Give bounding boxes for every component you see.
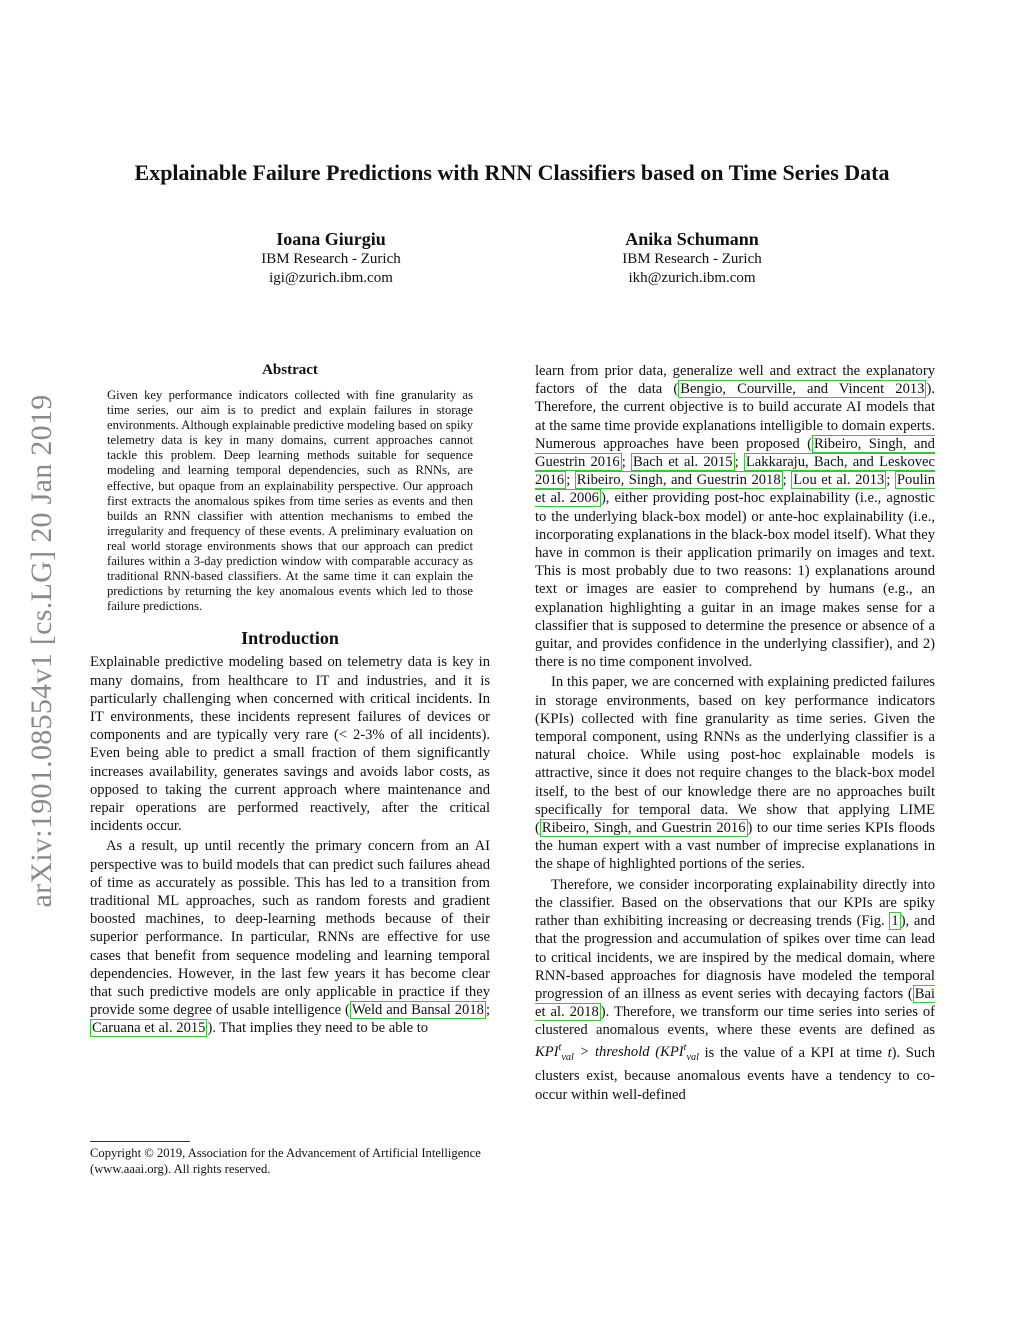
right-column (535, 362, 935, 1104)
author-name: Ioana Giurgiu (276, 229, 386, 249)
intro-paragraph-2: As a result, up until recently the primary concern from an AI perspective was to build models that can predict such failures ahead of time as accurately as possible. This has led to a transition from traditional ML approaches, such as random forests and gradient boosted machines, to deep-learning methods because of their superior performance. In particular, RNNs are effective for use cases that benefit from sequence modeling and learning temporal dependencies. However, in the last few years it has become clear that such predictive models are only applicable in practice if they provide some degree of usable intelligence ( Weld and Bansal 2018 ; Caruana et al. 2015 ). That implies they need to be able to (90, 838, 490, 1037)
figure-reference-link[interactable]: 1 (891, 913, 899, 930)
right-paragraph-1: learn from prior data, generalize well and extract the explanatory factors of the data ( Bengio, Courville, and Vincent 2013 ). Therefore, the current objective is to build accurate AI models that at the same time provide explanations intelligible to domain experts. Numerous approaches have been proposed ( Ribeiro, Singh, and Guestrin 2016 ; Bach et al. 2015 ; Lakkaraju, Bach, and Leskovec 2016 ; Ribeiro, Singh, and Guestrin 2018 ; Lou et al. 2013 ; Poulin et al. 2006 ), either providing post-hoc explainability (i.e., agnostic to the underlying black-box model) or ante-hoc explainability (i.e., incorporating explanations in the black-box model itself). What they have in common is their application primarily on images and text. This is most probably due to two reasons: 1) explanations around text or images are easier to comprehend by humans (e.g., an explanation highlighting a guitar in an image makes sense for a classifier that is supposed to determine the presence or absence of a guitar, and provides confidence in the underlying classifier), and 2) there is no time component involved. (535, 363, 936, 671)
footnote-rule (90, 1141, 190, 1142)
citation-link[interactable]: Lou et al. 2013 (793, 472, 885, 489)
citation-link[interactable]: Ribeiro, Singh, and Guestrin 2016 (535, 435, 935, 471)
author-affiliation: IBM Research - Zurich (261, 251, 401, 267)
left-column (90, 362, 490, 1038)
author-block (201, 230, 461, 288)
citation-link[interactable]: Ribeiro, Singh, and Guestrin 2018 (576, 472, 781, 489)
author-email: ikh@zurich.ibm.com (628, 270, 756, 286)
right-paragraph-3: Therefore, we consider incorporating explainability directly into the classifier. Based on the observations that our KPIs are spiky rather than exhibiting increasing or decreasing trends (Fig. 1 ), and that the progression and accumulation of spikes over time can lead to critical incidents, we are inspired by the medical domain, where RNN-based approaches for diagnosis have modeled the temporal progression of an illness as event series with decaying factors ( Bai et al. 2018 ). Therefore, we transform our time series into series of clustered anomalous events, where these events are defined as $KPI^t_{val}$ > threshold ($KPI^t_{val}$ is the value of a KPI at time t). Such clusters exist, because anomalous events have a tendency to co-occur within well-defined (535, 876, 936, 1103)
copyright-text: Copyright © 2019, Association for the Advancement of Artificial Intelligence (www.aaai.org). All rights reserved. (90, 1146, 481, 1176)
citation-link[interactable]: Weld and Bansal 2018 (351, 1002, 484, 1019)
citation-link[interactable]: Bai et al. 2018 (535, 985, 935, 1021)
citation-link[interactable]: Ribeiro, Singh, and Guestrin 2016 (541, 820, 746, 837)
arxiv-identifier (18, 356, 66, 946)
arxiv-identifier-text: arXiv:1901.08554v1 [cs.LG] 20 Jan 2019 (25, 394, 58, 908)
author-email: igi@zurich.ibm.com (269, 270, 393, 286)
right-paragraph-2: In this paper, we are concerned with explaining predicted failures in storage environments, based on key performance indicators (KPIs) collected with fine granularity as time series. Given the temporal component, using RNNs as the underlying classifier is a natural choice. While using post-hoc explainable models is attractive, since it does not require changes to the black-box model itself, to the best of our knowledge there are no approaches built specifically for temporal data. We show that applying LIME ( Ribeiro, Singh, and Guestrin 2016 ) to our time series KPIs floods the human expert with a vast number of imprecise explanations in the shape of highlighted portions of the series. (535, 674, 935, 873)
copyright-footnote (90, 1141, 490, 1177)
citation-link[interactable]: Poulin et al. 2006 (535, 472, 936, 507)
intro-paragraph-1: Explainable predictive modeling based on telemetry data is key in many domains, from healthcare to IT and industries, and it is particularly challenging when concerned with critical incidents. In IT environments, these incidents represent failures of devices or components and are typically very rare (< 2-3% of all incidents). Even being able to predict a small fraction of them significantly increases availability, generates savings and avoids labor costs, as opposed to taking the current approach where maintenance and repair operations are performed reactively, after the critical incidents occur. (90, 654, 490, 835)
abstract-text: Given key performance indicators collected with fine granularity as time series, our aim is to predict and explain failures in storage environments. Although explainable predictive modeling based on spiky telemetry data is key in many domains, current approaches cannot tackle this problem. Deep learning methods suitable for sequence modeling and learning temporal dependencies, such as RNNs, are effective, but opaque from an explainability perspective. Our approach first extracts the anomalous spikes from time series as events and then builds an RNN classifier with attention mechanisms to embed the irregularity and frequency of these events. A preliminary evaluation on real world storage environments shows that our approach can predict failures within a 3-day prediction window with comparable accuracy as traditional RNN-based classifiers. At the same time it can explain the predictions by returning the key anomalous events which led to those failure predictions. (107, 388, 473, 614)
introduction-heading: Introduction (241, 628, 339, 649)
citation-link[interactable]: Caruana et al. 2015 (92, 1020, 206, 1037)
paper-title: Explainable Failure Predictions with RNN Classifiers based on Time Series Data (134, 160, 890, 185)
kpi-math-expression: $KPI^t_{val}$ > threshold ($KPI^t_{val}$ (535, 1042, 699, 1064)
author-affiliation: IBM Research - Zurich (622, 251, 762, 267)
abstract-heading: Abstract (262, 362, 318, 378)
author-name: Anika Schumann (625, 229, 759, 249)
citation-link[interactable]: Bach et al. 2015 (632, 454, 733, 471)
citation-link[interactable]: Bengio, Courville, and Vincent 2013 (680, 381, 925, 398)
author-block (562, 230, 822, 288)
citation-link[interactable]: Lakkaraju, Bach, and Leskovec 2016 (535, 454, 935, 489)
